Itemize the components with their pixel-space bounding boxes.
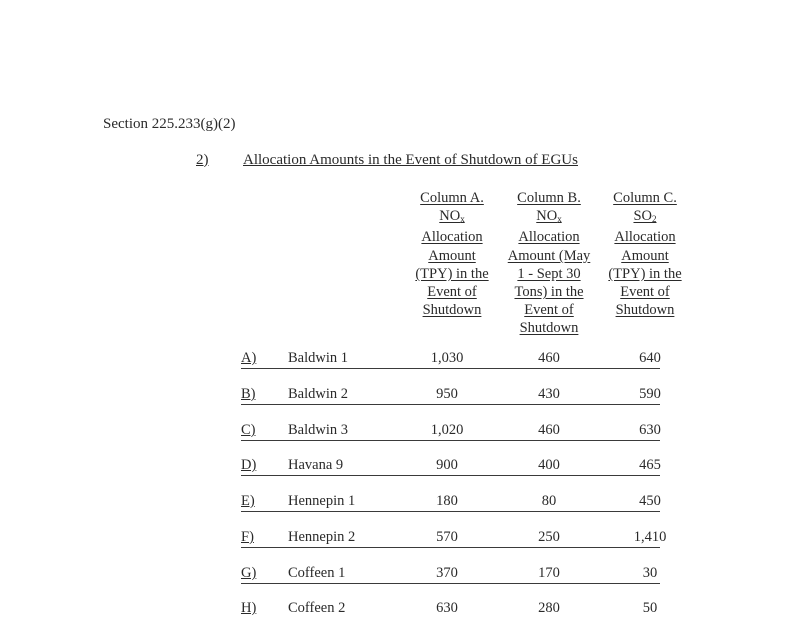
unit-name: Coffeen 1	[288, 565, 346, 581]
column-header-line: Allocation	[421, 229, 483, 246]
subsection-title: Allocation Amounts in the Event of Shutdown of EGUs	[243, 152, 578, 168]
column-c-header	[599, 189, 691, 319]
column-b-header	[503, 189, 595, 338]
table-row	[0, 386, 800, 406]
column-c-value: 630	[639, 422, 661, 438]
column-a-value: 900	[436, 457, 458, 473]
column-c-value: 590	[639, 386, 661, 402]
table-row	[0, 457, 800, 477]
column-header-line: Allocation	[614, 229, 676, 246]
column-b-value: 430	[538, 386, 560, 402]
row-underline	[241, 511, 660, 512]
row-underline	[241, 583, 660, 584]
unit-name: Baldwin 2	[288, 386, 349, 402]
column-header-line: Amount (May	[507, 247, 591, 264]
column-b-value: 80	[541, 493, 557, 509]
column-header-line: Event of	[524, 302, 574, 319]
column-header-line: Shutdown	[519, 320, 579, 337]
unit-name: Baldwin 1	[288, 350, 349, 366]
column-b-value: 280	[538, 600, 560, 616]
section-heading: Section 225.233(g)(2)	[103, 116, 236, 132]
column-c-value: 1,410	[633, 529, 667, 545]
column-c-value: 465	[639, 457, 661, 473]
column-header-line: Tons) in the	[514, 284, 584, 301]
unit-name: Baldwin 3	[288, 422, 349, 438]
row-letter: A)	[241, 350, 257, 366]
column-b-value: 460	[538, 350, 560, 366]
table-row	[0, 422, 800, 442]
unit-name: Havana 9	[288, 457, 344, 473]
table-row	[0, 350, 800, 370]
row-letter: C)	[241, 422, 256, 438]
column-c-value: 450	[639, 493, 661, 509]
column-header-line: Event of	[427, 284, 477, 301]
row-underline	[241, 404, 660, 405]
column-c-value: 50	[642, 600, 658, 616]
column-b-value: 170	[538, 565, 560, 581]
column-a-value: 630	[436, 600, 458, 616]
column-b-value: 400	[538, 457, 560, 473]
row-letter: H)	[241, 600, 257, 616]
column-a-value: 1,020	[430, 422, 464, 438]
column-a-value: 570	[436, 529, 458, 545]
column-b-value: 250	[538, 529, 560, 545]
column-a-value: 370	[436, 565, 458, 581]
table-row	[0, 600, 800, 620]
table-row	[0, 493, 800, 513]
row-letter: E)	[241, 493, 255, 509]
column-header-line: Shutdown	[615, 302, 675, 319]
column-c-value: 30	[642, 565, 658, 581]
table-row	[0, 565, 800, 585]
column-header-line: Column A.	[420, 190, 484, 206]
column-header-line: (TPY) in the	[415, 265, 489, 282]
column-a-value: 180	[436, 493, 458, 509]
unit-name: Coffeen 2	[288, 600, 346, 616]
column-header-line: $NO_x$	[536, 208, 562, 225]
column-a-value: 1,030	[430, 350, 464, 366]
row-letter: B)	[241, 386, 256, 402]
subscript: 2	[652, 214, 657, 225]
subscript: x	[557, 214, 562, 225]
column-header-line: Amount	[621, 247, 669, 264]
column-header-line: Amount	[428, 247, 476, 264]
column-header-line: 1 - Sept 30	[517, 265, 581, 282]
row-underline	[241, 368, 660, 369]
row-letter: D)	[241, 457, 257, 473]
unit-name: Hennepin 1	[288, 493, 356, 509]
table-row	[0, 529, 800, 549]
column-a-header	[406, 189, 498, 319]
subsection-number: 2)	[196, 152, 209, 168]
row-underline	[241, 547, 660, 548]
column-header-line: (TPY) in the	[608, 265, 682, 282]
column-header-line: Column C.	[613, 190, 677, 206]
subscript: x	[460, 214, 465, 225]
row-letter: G)	[241, 565, 257, 581]
column-c-value: 640	[639, 350, 661, 366]
row-letter: F)	[241, 529, 254, 545]
row-underline	[241, 440, 660, 441]
column-header-line: Allocation	[518, 229, 580, 246]
column-header-line: Column B.	[517, 190, 581, 206]
column-b-value: 460	[538, 422, 560, 438]
column-header-line: Event of	[620, 284, 670, 301]
unit-name: Hennepin 2	[288, 529, 356, 545]
column-a-value: 950	[436, 386, 458, 402]
row-underline	[241, 475, 660, 476]
column-header-line: $NO_x$	[439, 208, 465, 225]
column-header-line: $SO_2$	[633, 208, 657, 225]
column-header-line: Shutdown	[422, 302, 482, 319]
